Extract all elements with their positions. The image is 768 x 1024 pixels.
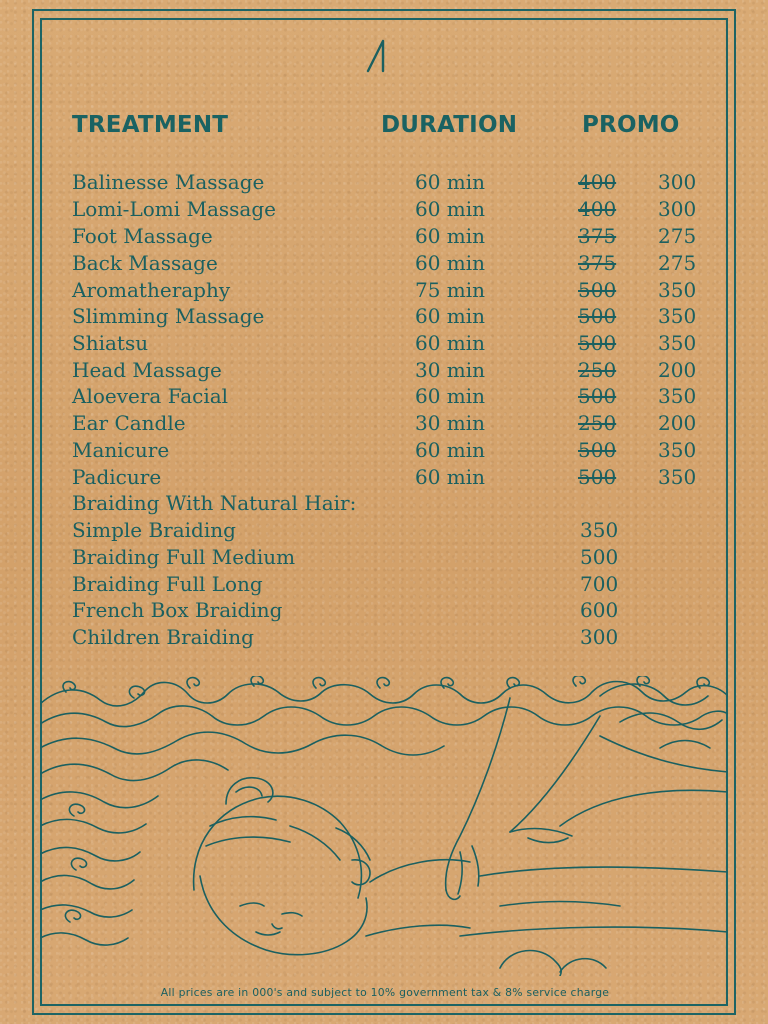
original-price: 500	[578, 331, 617, 355]
footer-note: All prices are in 000's and subject to 10% government tax & 8% service charge	[160, 986, 610, 999]
braiding-price: 600	[580, 598, 619, 622]
treatment-name: Head Massage	[72, 358, 222, 382]
treatment-row	[0, 331, 768, 358]
braiding-name: Simple Braiding	[72, 518, 236, 542]
braiding-name: Braiding Full Medium	[72, 545, 296, 569]
treatment-name: Shiatsu	[72, 331, 149, 355]
promo-price: 300	[658, 197, 697, 221]
original-price: 500	[578, 278, 617, 302]
braiding-price: 350	[580, 518, 619, 542]
treatment-name: Slimming Massage	[72, 304, 265, 328]
treatment-duration: 60 min	[415, 304, 486, 328]
original-price: 375	[578, 251, 617, 275]
treatment-name: Balinesse Massage	[72, 170, 265, 194]
treatment-duration: 60 min	[415, 251, 486, 275]
braiding-price: 300	[580, 625, 619, 649]
treatment-duration: 60 min	[415, 465, 486, 489]
treatment-duration: 60 min	[415, 384, 486, 408]
original-price: 500	[578, 304, 617, 328]
treatment-name: Lomi-Lomi Massage	[72, 197, 276, 221]
original-price: 400	[578, 170, 617, 194]
promo-price: 350	[658, 384, 697, 408]
treatment-row	[0, 304, 768, 331]
promo-price: 350	[658, 331, 697, 355]
treatment-name: Back Massage	[72, 251, 218, 275]
treatment-name: Aloevera Facial	[72, 384, 229, 408]
treatment-name: Aromatheraphy	[72, 278, 231, 302]
braiding-name: Braiding Full Long	[72, 572, 263, 596]
treatment-name: Manicure	[72, 438, 170, 462]
treatment-duration: 75 min	[415, 278, 486, 302]
treatment-row	[0, 170, 768, 197]
original-price: 500	[578, 465, 617, 489]
treatment-row	[0, 358, 768, 385]
header-treatment: TREATMENT	[72, 112, 229, 138]
treatment-row	[0, 465, 768, 492]
promo-price: 300	[658, 170, 697, 194]
promo-price: 200	[658, 411, 697, 435]
promo-price: 200	[658, 358, 697, 382]
braiding-row	[0, 598, 768, 625]
logo-icon	[361, 37, 391, 73]
treatment-row	[0, 411, 768, 438]
treatment-row	[0, 438, 768, 465]
treatment-duration: 60 min	[415, 438, 486, 462]
treatment-duration: 30 min	[415, 358, 486, 382]
promo-price: 275	[658, 251, 697, 275]
treatment-name: Ear Candle	[72, 411, 186, 435]
original-price: 500	[578, 384, 617, 408]
header-promo: PROMO	[582, 112, 680, 138]
promo-price: 350	[658, 465, 697, 489]
treatment-row	[0, 278, 768, 305]
original-price: 500	[578, 438, 617, 462]
treatment-row	[0, 224, 768, 251]
braiding-price: 500	[580, 545, 619, 569]
braiding-section-title: Braiding With Natural Hair:	[72, 491, 357, 515]
wave-illustration-art	[40, 676, 728, 976]
original-price: 250	[578, 358, 617, 382]
braiding-row	[0, 625, 768, 652]
braiding-row	[0, 572, 768, 599]
treatment-name: Foot Massage	[72, 224, 213, 248]
promo-price: 350	[658, 278, 697, 302]
braiding-name: French Box Braiding	[72, 598, 283, 622]
header-duration: DURATION	[381, 112, 518, 138]
treatment-duration: 60 min	[415, 224, 486, 248]
braiding-row	[0, 518, 768, 545]
treatment-duration: 60 min	[415, 197, 486, 221]
treatment-duration: 60 min	[415, 170, 486, 194]
promo-price: 350	[658, 304, 697, 328]
braiding-row	[0, 545, 768, 572]
treatment-name: Padicure	[72, 465, 162, 489]
braiding-price: 700	[580, 572, 619, 596]
original-price: 400	[578, 197, 617, 221]
treatment-row	[0, 251, 768, 278]
promo-price: 275	[658, 224, 697, 248]
massage-wave-illustration	[40, 676, 728, 976]
treatment-duration: 60 min	[415, 331, 486, 355]
promo-price: 350	[658, 438, 697, 462]
original-price: 375	[578, 224, 617, 248]
original-price: 250	[578, 411, 617, 435]
treatment-duration: 30 min	[415, 411, 486, 435]
treatment-row	[0, 384, 768, 411]
braiding-name: Children Braiding	[72, 625, 254, 649]
treatment-row	[0, 197, 768, 224]
